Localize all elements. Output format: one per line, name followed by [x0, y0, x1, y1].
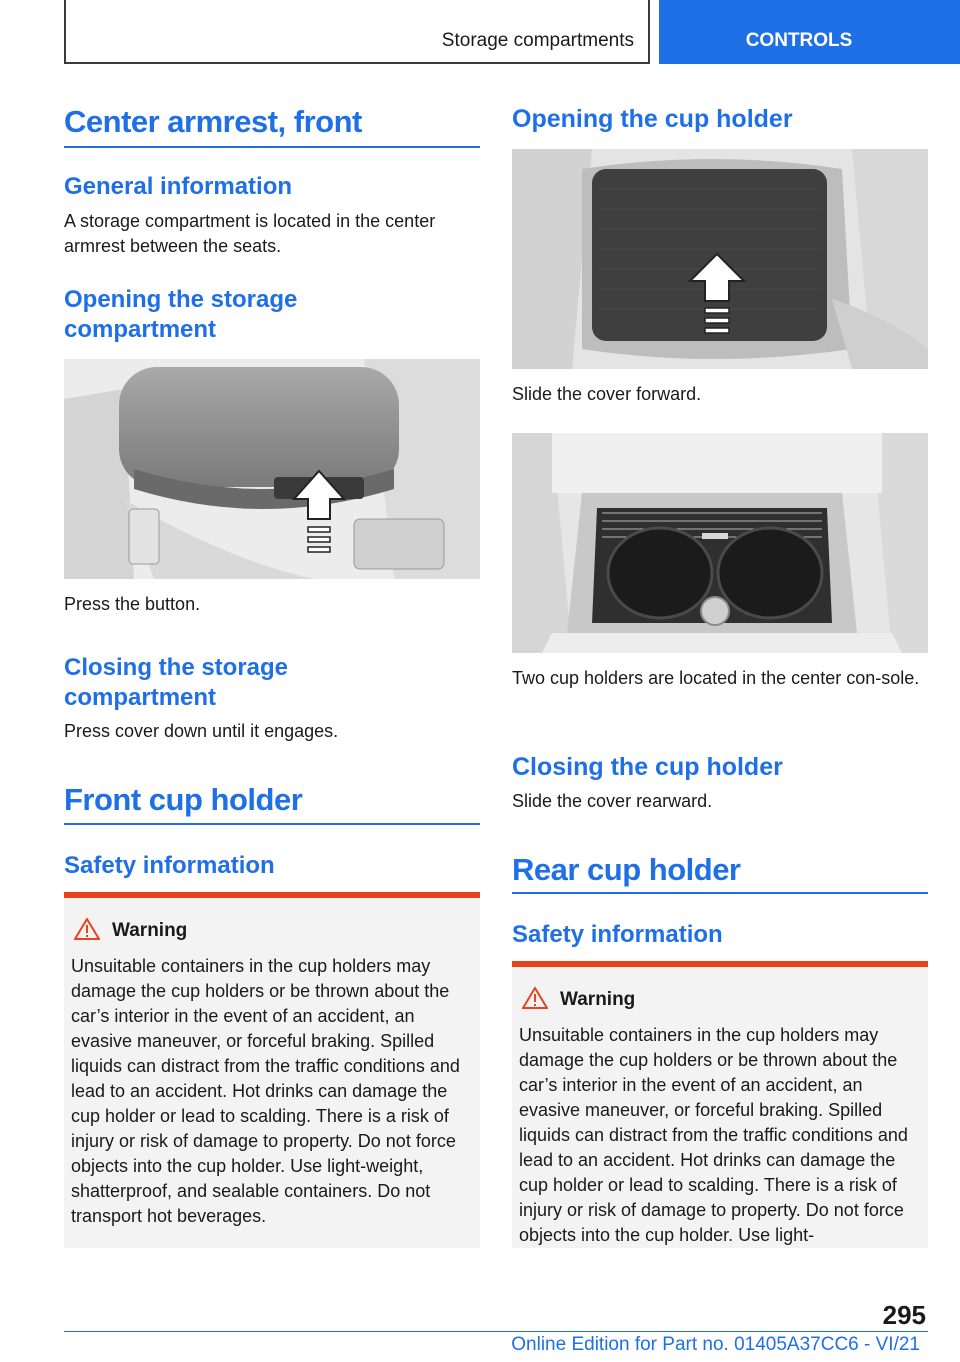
image-cup-holder-cover [512, 149, 928, 369]
footer-edition[interactable]: Online Edition for Part no. 01405A37CC6 - VI/21 [511, 1334, 920, 1355]
warning-title: Warning [112, 920, 188, 941]
warning-text: Unsuitable containers in the cup holders may damage the cup holders or be thrown about the car’s interior in the event of an accident, an evasive maneuver, or forceful braking. Spilled liquids can distract from the traffic conditions and lead to an accident. Hot drinks can damage the cup holder or lead to scalding. There is a risk of injury or risk of damage to property. Do not force objects into the cup holder. Use light- [519, 1025, 908, 1245]
heading-center-armrest: Center armrest, front [64, 104, 362, 139]
heading-rear-cup-holder: Rear cup holder [512, 852, 741, 887]
warning-title: Warning [560, 989, 636, 1010]
warning-triangle-icon [522, 987, 548, 1009]
page-number: 295 [882, 1300, 926, 1330]
paragraph-two-cup-holders: Two cup holders are located in the center con-sole. [512, 668, 920, 688]
paragraph-general: A storage compartment is located in the center armrest between the seats. [64, 211, 436, 256]
header-section-title: Storage compartments [441, 30, 634, 51]
warning-triangle-icon [74, 918, 100, 940]
heading-safety-information: Safety information [512, 921, 723, 948]
heading-safety-information: Safety information [64, 852, 275, 879]
heading-closing-storage: Closing the storage compartment [64, 654, 289, 711]
heading-rule [64, 823, 480, 825]
heading-closing-cup-holder: Closing the cup holder [512, 753, 783, 781]
left-column [64, 0, 480, 1260]
warning-text: Unsuitable containers in the cup holders may damage the cup holders or be thrown about the car’s interior in the event of an accident, an evasive maneuver, or forceful braking. Spilled liquids can distract from the traffic conditions and lead to an accident. Hot drinks can damage the cup holder or lead to scalding. There is a risk of injury or risk of damage to property. Do not force objects into the cup holder. Use light-weight, shatterproof, and sealable containers. Do not transport hot beverages. [71, 956, 460, 1226]
paragraph-slide-forward: Slide the cover forward. [512, 384, 702, 404]
heading-general-information: General information [64, 173, 293, 200]
warning-box [512, 961, 928, 1248]
heading-rule [512, 892, 928, 894]
image-cup-holders-open [512, 433, 928, 653]
heading-opening-storage: Opening the storage compartment [64, 286, 298, 343]
heading-opening-cup-holder: Opening the cup holder [512, 105, 793, 133]
paragraph-press-cover: Press cover down until it engages. [64, 721, 339, 741]
heading-front-cup-holder: Front cup holder [64, 782, 303, 817]
footer-rule [64, 1331, 928, 1332]
paragraph-slide-rearward: Slide the cover rearward. [512, 791, 713, 811]
image-armrest-button [64, 359, 480, 579]
warning-box [64, 892, 480, 1248]
heading-rule [64, 146, 480, 148]
right-column [512, 0, 928, 1260]
header-chapter-label: CONTROLS [745, 30, 853, 51]
paragraph-press-button: Press the button. [64, 594, 201, 614]
